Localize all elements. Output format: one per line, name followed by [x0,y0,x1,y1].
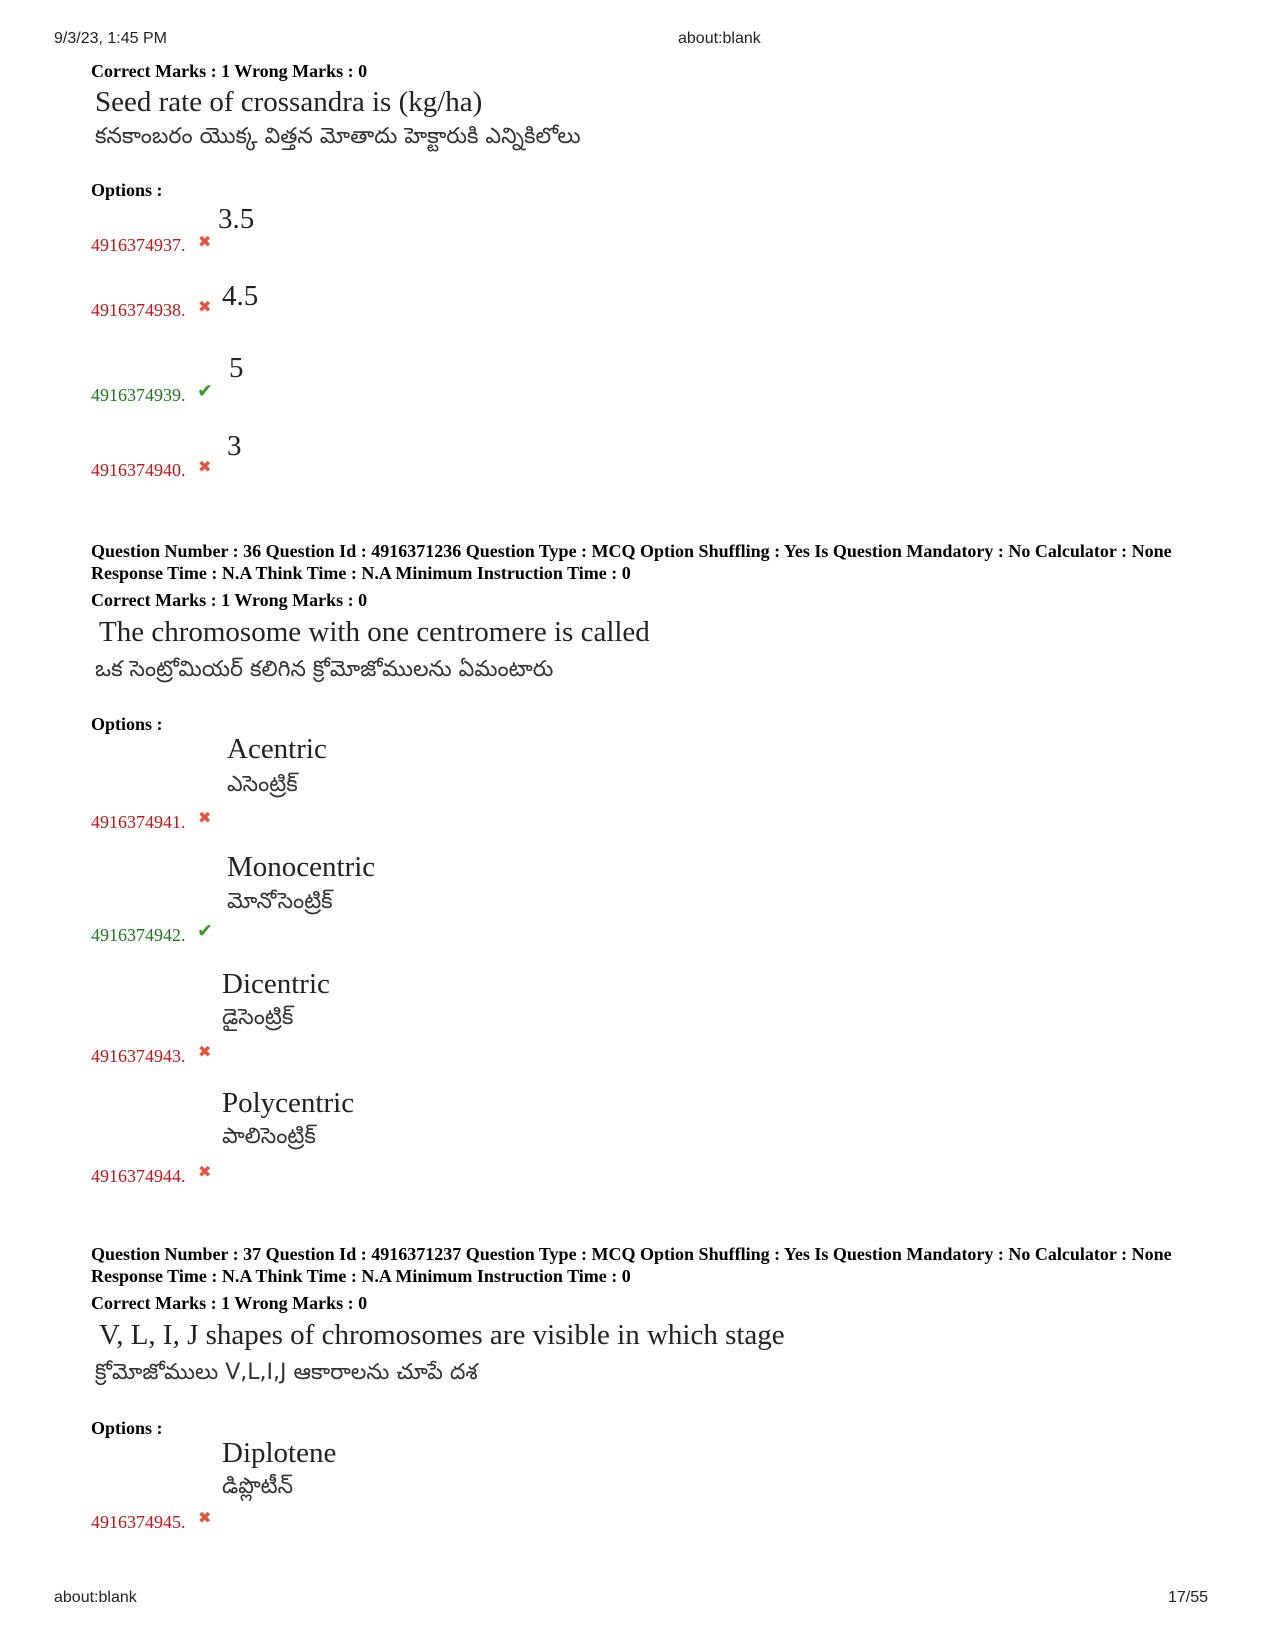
print-title: about:blank [678,30,761,47]
print-datetime: 9/3/23, 1:45 PM [54,30,167,47]
question-meta: Question Number : 36 Question Id : 4916371236 Question Type : MCQ Option Shuffling : Yes Is Question Mandatory : No Calculator : None Response Time : N.A Think Time : N.A Minimum Instruction Time : 0 [91,541,1172,583]
option-value-te: మోనోసెంట్రిక్ [227,889,333,914]
check-icon: ✔ [197,380,213,402]
print-page-number: 17/55 [1168,1589,1209,1606]
cross-icon: ✖ [198,1508,212,1527]
option-id: 4916374941. [91,812,186,832]
question-text-te: క్రోమోజోములు V,L,I,J ఆకారాలను చూపే దశ [95,1360,478,1385]
option-value: Diplotene [222,1437,337,1469]
option-id: 4916374945. [91,1512,186,1532]
check-icon: ✔ [197,920,213,942]
option-id: 4916374943. [91,1046,186,1066]
cross-icon: ✖ [198,808,212,827]
question-marks: Correct Marks : 1 Wrong Marks : 0 [91,1293,368,1313]
question-text-te: కనకాంబరం యొక్క విత్తన మోతాదు హెక్టారుకి ఎన్నికిలోలు [95,124,581,149]
option-id: 4916374937. [91,235,186,255]
option-id: 4916374939. [91,385,186,405]
option-value: Dicentric [222,968,330,1000]
question-text-te: ఒక సెంట్రోమియర్ కలిగిన క్రోమోజోములను ఏమంటారు [95,657,554,682]
option-value-te: ఎసెంట్రిక్ [227,772,298,797]
question-text-en: The chromosome with one centromere is called [99,616,650,648]
cross-icon: ✖ [198,297,212,316]
cross-icon: ✖ [198,232,212,251]
option-value-te: డైసెంట్రిక్ [222,1005,294,1030]
question-text-en: V, L, I, J shapes of chromosomes are visible in which stage [99,1319,785,1351]
option-id: 4916374942. [91,925,186,945]
option-id: 4916374944. [91,1166,186,1186]
question-marks: Correct Marks : 1 Wrong Marks : 0 [91,590,368,610]
option-value: Acentric [227,733,327,765]
cross-icon: ✖ [198,457,212,476]
cross-icon: ✖ [198,1162,212,1181]
option-id: 4916374940. [91,460,186,480]
option-value: 3.5 [218,203,255,235]
print-footer-url: about:blank [54,1589,137,1606]
option-value: Polycentric [222,1087,355,1119]
option-id: 4916374938. [91,300,186,320]
question-marks: Correct Marks : 1 Wrong Marks : 0 [91,61,368,81]
option-value: 4.5 [222,280,259,312]
option-value-te: పాలిసెంట్రిక్ [222,1124,316,1149]
question-meta: Question Number : 37 Question Id : 4916371237 Question Type : MCQ Option Shuffling : Yes Is Question Mandatory : No Calculator : None Response Time : N.A Think Time : N.A Minimum Instruction Time : 0 [91,1244,1172,1286]
option-value: 5 [229,352,244,384]
options-label: Options : [91,1418,163,1438]
option-value: 3 [227,430,242,462]
question-text-en: Seed rate of crossandra is (kg/ha) [95,86,483,118]
cross-icon: ✖ [198,1042,212,1061]
options-label: Options : [91,180,163,200]
option-value-te: డిప్లొటీన్ [222,1474,294,1499]
options-label: Options : [91,714,163,734]
option-value: Monocentric [227,851,376,883]
